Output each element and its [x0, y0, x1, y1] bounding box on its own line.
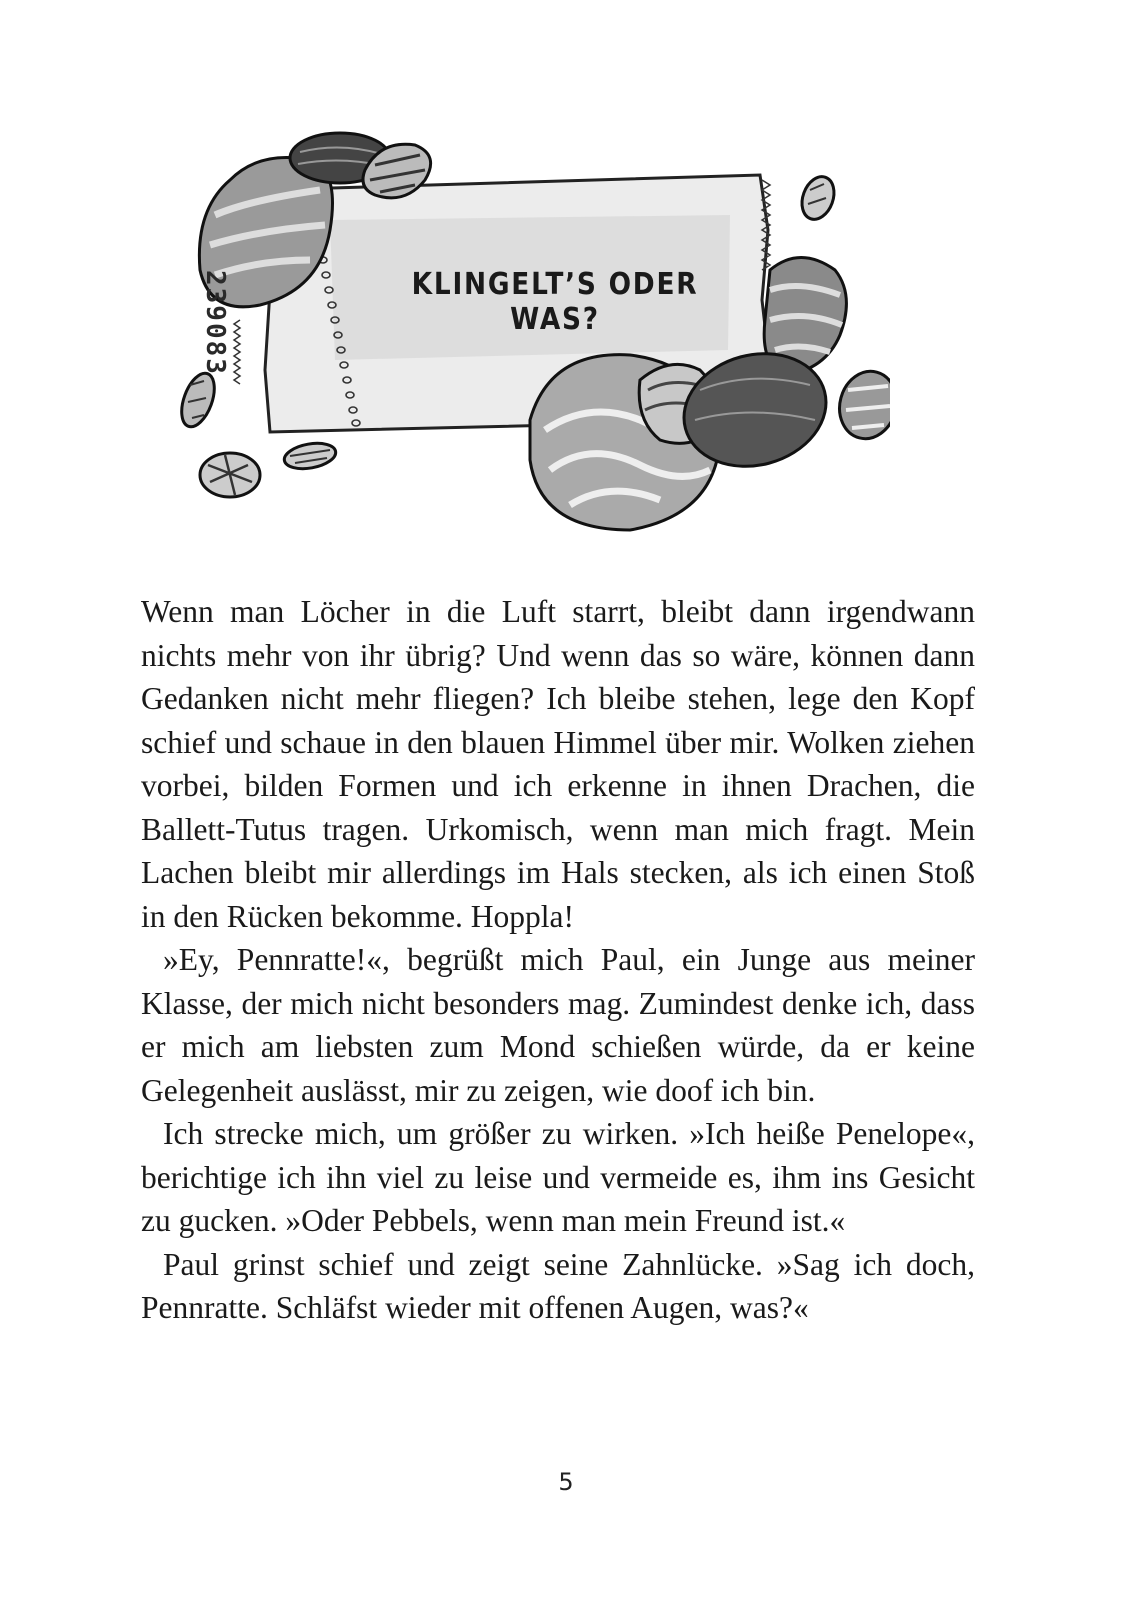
pebble-top-right: [796, 172, 839, 224]
chapter-illustration: [170, 120, 890, 550]
pebble-left-small: [175, 369, 220, 431]
paragraph-1: Wenn man Löcher in die Luft starrt, bleibt dann irgendwann nichts mehr von ihr übrig? Und wenn das so wäre, können dann Gedanken nicht mehr fliegen? Ich bleibe stehen, lege den Kopf schief und schaue in den blauen Himmel über mir. Wolken ziehen vorbei, bilden Formen und ich erkenne in ihnen Drachen, die Ballett-Tutus tragen. Urkomisch, wenn man mich fragt. Mein Lachen bleibt mir allerdings im Hals stecken, als ich einen Stoß in den Rücken bekomme. Hoppla!: [141, 594, 975, 934]
pebble-far-right: [832, 365, 890, 445]
paragraph-3: Ich strecke mich, um größer zu wirken. »Ich heiße Penelope«, berichtige ich ihn viel zu leise und vermeide es, ihm ins Gesicht zu gucken. »Oder Pebbels, wenn man mein Freund ist.«: [141, 1116, 975, 1238]
chapter-title: KLINGELT’S ODER WAS?: [411, 267, 699, 337]
pebble-bottom-left: [200, 453, 260, 497]
pebble-bottom-left-2: [282, 440, 337, 473]
paragraph-4: Paul grinst schief und zeigt seine Zahnlücke. »Sag ich doch, Pennratte. Schläfst wieder mit offenen Augen, was?«: [141, 1246, 975, 1325]
paragraph-2: »Ey, Pennratte!«, begrüßt mich Paul, ein Junge aus meiner Klasse, der mich nicht besonders mag. Zumindest denke ich, dass er mich am liebsten zum Mond schießen würde, da er keine Gelegenheit auslässt, mir zu zeigen, wie doof ich bin.: [141, 942, 975, 1108]
body-text: [141, 590, 975, 1330]
page-number: 5: [558, 1468, 574, 1496]
ticket-number: 239083: [200, 270, 230, 376]
